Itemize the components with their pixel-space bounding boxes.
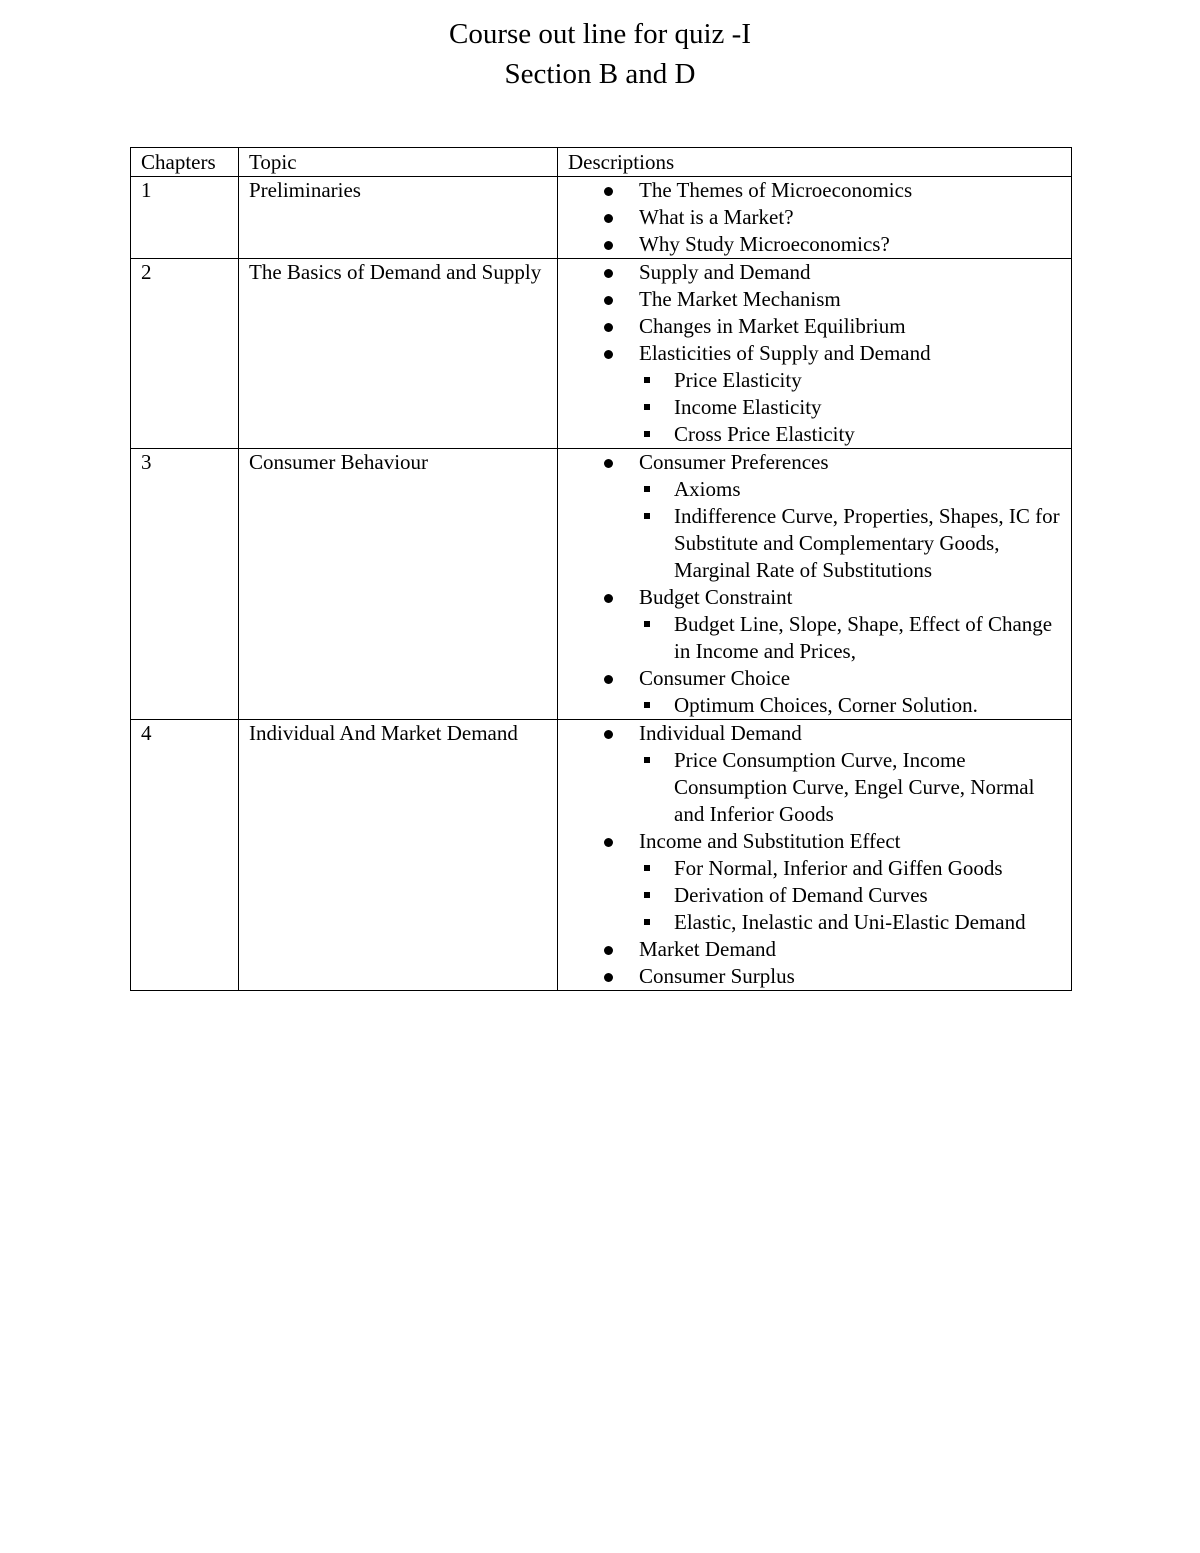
list-item [639,828,1063,936]
square-bullet-icon [644,377,650,383]
topic-cell: Individual And Market Demand [239,720,558,991]
round-bullet-icon [604,187,613,196]
square-bullet-icon [644,702,650,708]
description-list [568,177,1063,258]
sub-list-item [674,855,1063,882]
table-header-row [131,148,1072,177]
round-bullet-icon [604,459,613,468]
list-item [639,963,1063,990]
square-bullet-icon [644,757,650,763]
sub-list [639,855,1063,936]
square-bullet-icon [644,486,650,492]
list-item [639,286,1063,313]
column-header-chapters: Chapters [131,148,239,177]
list-item-text: Income and Substitution Effect [639,829,901,853]
round-bullet-icon [604,296,613,305]
sub-list-item [674,882,1063,909]
course-outline-table [130,147,1072,991]
list-item [639,340,1063,448]
sub-list-item-text: Cross Price Elasticity [674,422,855,446]
list-item [639,720,1063,828]
list-item-text: What is a Market? [639,205,794,229]
round-bullet-icon [604,269,613,278]
list-item [639,665,1063,719]
sub-list-item [674,476,1063,503]
round-bullet-icon [604,730,613,739]
square-bullet-icon [644,919,650,925]
list-item-text: Why Study Microeconomics? [639,232,890,256]
table-body [131,177,1072,991]
sub-list-item [674,421,1063,448]
list-item-text: The Market Mechanism [639,287,841,311]
sub-list [639,611,1063,665]
topic-cell: The Basics of Demand and Supply [239,259,558,449]
list-item [639,449,1063,584]
page-subtitle: Section B and D [504,58,696,90]
round-bullet-icon [604,214,613,223]
chapter-number-cell: 2 [131,259,239,449]
chapter-number-cell: 3 [131,449,239,720]
table-row [131,259,1072,449]
sub-list-item-text: Derivation of Demand Curves [674,883,928,907]
list-item-text: Market Demand [639,937,777,961]
list-item [639,204,1063,231]
list-item-text: Consumer Preferences [639,450,829,474]
list-item-text: Individual Demand [639,721,802,745]
sub-list-item-text: Price Elasticity [674,368,802,392]
page-title: Course out line for quiz -I [448,18,751,50]
list-item [639,313,1063,340]
description-list [568,720,1063,990]
list-item-text: Elasticities of Supply and Demand [639,341,931,365]
round-bullet-icon [604,973,613,982]
list-item-text: Consumer Surplus [639,964,795,988]
sub-list-item-text: Price Consumption Curve, Income Consumption Curve, Engel Curve, Normal and Inferior Goods [674,748,1035,826]
square-bullet-icon [644,621,650,627]
square-bullet-icon [644,892,650,898]
page-header [0,14,1200,94]
sub-list-item [674,503,1063,584]
sub-list-item [674,611,1063,665]
sub-list-item [674,909,1063,936]
list-item [639,259,1063,286]
list-item [639,177,1063,204]
sub-list-item-text: For Normal, Inferior and Giffen Goods [674,856,1003,880]
sub-list-item-text: Budget Line, Slope, Shape, Effect of Change in Income and Prices, [674,612,1053,663]
round-bullet-icon [604,594,613,603]
sub-list-item-text: Elastic, Inelastic and Uni-Elastic Demand [674,910,1026,934]
sub-list-item-text: Indifference Curve, Properties, Shapes, IC for Substitute and Complementary Goods, Marginal Rate of Substitutions [674,504,1060,582]
round-bullet-icon [604,323,613,332]
round-bullet-icon [604,241,613,250]
square-bullet-icon [644,404,650,410]
chapter-number-cell: 4 [131,720,239,991]
description-list [568,449,1063,719]
round-bullet-icon [604,946,613,955]
topic-cell: Preliminaries [239,177,558,259]
list-item [639,936,1063,963]
list-item-text: Supply and Demand [639,260,811,284]
table-row [131,449,1072,720]
list-item-text: The Themes of Microeconomics [639,178,913,202]
descriptions-cell [558,177,1072,259]
round-bullet-icon [604,350,613,359]
topic-cell: Consumer Behaviour [239,449,558,720]
descriptions-cell [558,259,1072,449]
sub-list-item [674,394,1063,421]
list-item-text: Changes in Market Equilibrium [639,314,906,338]
square-bullet-icon [644,865,650,871]
sub-list-item-text: Axioms [674,477,741,501]
list-item [639,584,1063,665]
round-bullet-icon [604,675,613,684]
descriptions-cell [558,449,1072,720]
list-item [639,231,1063,258]
sub-list-item-text: Income Elasticity [674,395,822,419]
table-row [131,177,1072,259]
sub-list-item [674,367,1063,394]
square-bullet-icon [644,431,650,437]
sub-list [639,747,1063,828]
square-bullet-icon [644,513,650,519]
table-row [131,720,1072,991]
sub-list-item [674,747,1063,828]
sub-list [639,476,1063,584]
chapter-number-cell: 1 [131,177,239,259]
sub-list-item [674,692,1063,719]
list-item-text: Budget Constraint [639,585,793,609]
description-list [568,259,1063,448]
round-bullet-icon [604,838,613,847]
sub-list [639,692,1063,719]
descriptions-cell [558,720,1072,991]
column-header-topic: Topic [239,148,558,177]
list-item-text: Consumer Choice [639,666,791,690]
column-header-descriptions: Descriptions [558,148,1072,177]
sub-list-item-text: Optimum Choices, Corner Solution. [674,693,978,717]
sub-list [639,367,1063,448]
